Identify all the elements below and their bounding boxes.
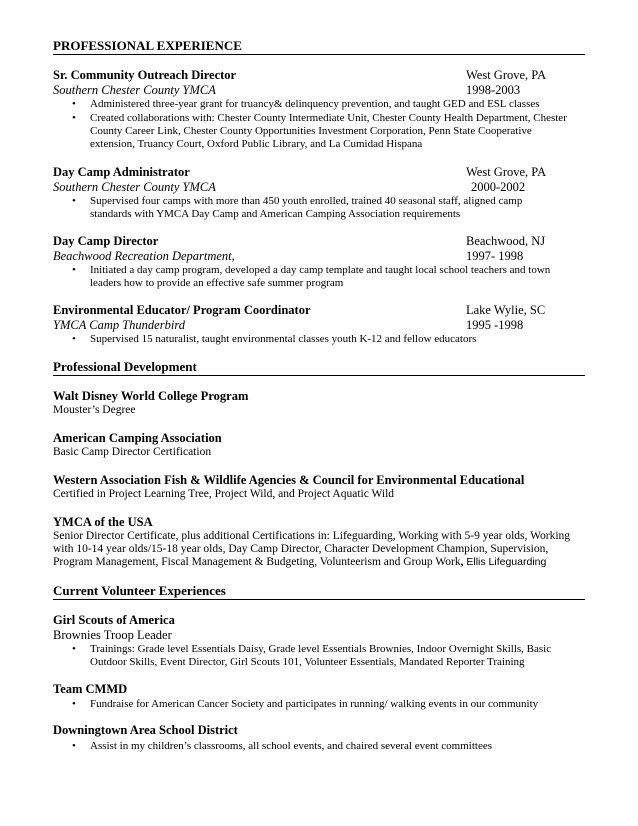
development-item-name: Walt Disney World College Program xyxy=(53,389,249,403)
job-location: West Grove, PA xyxy=(466,68,547,82)
bullet-icon: • xyxy=(72,698,76,710)
job-title: Day Camp Director xyxy=(53,234,159,248)
job-organization: YMCA Camp Thunderbird xyxy=(53,318,185,332)
job-title-row xyxy=(53,68,553,83)
development-item-detail: Mouster’s Degree xyxy=(53,404,136,416)
job-organization: Southern Chester County YMCA xyxy=(53,180,216,194)
list-item-text: Trainings: Grade level Essentials Daisy, Grade level Essentials Brownies, Indoor Overnight Skills, Basic Outdoor Skills, Event Director, Girl Scouts 101, Volunteer Essentials, Mandated Reporter Training xyxy=(90,643,552,668)
job-title-row xyxy=(53,165,553,180)
job-dates: 1995 -1998 xyxy=(466,318,524,332)
job-org-row xyxy=(53,180,553,195)
development-item-detail: Certified in Project Learning Tree, Project Wild, and Project Aquatic Wild xyxy=(53,488,395,500)
job-org-row xyxy=(53,318,553,333)
job-dates: 1997- 1998 xyxy=(466,249,524,263)
volunteer-org-name: Team CMMD xyxy=(53,682,128,696)
bullet-icon: • xyxy=(72,98,76,110)
list-item-text: Supervised four camps with more than 450 youth enrolled, trained 40 seasonal staff, aligned camp standards with YMCA Day Camp and American Camping Association requirements xyxy=(90,195,523,220)
development-item-detail: Basic Camp Director Certification xyxy=(53,446,212,458)
list-item-text: Administered three-year grant for truancy& delinquency prevention, and taught GED and ESL classes xyxy=(90,98,540,110)
job-org-row xyxy=(53,249,553,264)
job-dates: 2000-2002 xyxy=(471,180,526,194)
list-item-text: Supervised 15 naturalist, taught environmental classes youth K-12 and fellow educators xyxy=(90,333,477,345)
job-organization: Beachwood Recreation Department, xyxy=(53,249,235,263)
volunteer-role: Brownies Troop Leader xyxy=(53,628,172,642)
list-item-text: Initiated a day camp program, developed a day camp template and taught local school teachers and town leaders how to provide an effective safe summer program xyxy=(90,264,551,289)
bullet-icon: • xyxy=(72,643,76,655)
job-organization: Southern Chester County YMCA xyxy=(53,83,216,97)
job-title: Sr. Community Outreach Director xyxy=(53,68,237,82)
job-title: Environmental Educator/ Program Coordinator xyxy=(53,303,311,317)
development-item-name: YMCA of the USA xyxy=(53,515,153,529)
job-org-row xyxy=(53,83,553,98)
job-location: Lake Wylie, SC xyxy=(466,303,546,317)
bullet-icon: • xyxy=(72,112,76,124)
volunteer-org-name: Downingtown Area School District xyxy=(53,723,238,737)
bullet-icon: • xyxy=(72,195,76,207)
job-dates: 1998-2003 xyxy=(466,83,521,97)
volunteer-org-name: Girl Scouts of America xyxy=(53,613,175,627)
section-heading-professional-experience: PROFESSIONAL EXPERIENCE xyxy=(53,38,585,55)
job-title: Day Camp Administrator xyxy=(53,165,190,179)
bullet-icon: • xyxy=(72,740,76,752)
section-heading-volunteer: Current Volunteer Experiences xyxy=(53,583,585,600)
job-location: West Grove, PA xyxy=(466,165,547,179)
job-title-row xyxy=(53,234,553,249)
list-item-text: Created collaborations with: Chester County Intermediate Unit, Chester County Health Department, Chester County Career Link, Chester County Opportunities Investment Corporation, Penn State Cooperative extension, Truancy Court, Oxford Public Library, and La Cumidad Hispana xyxy=(90,112,567,150)
bullet-icon: • xyxy=(72,333,76,345)
list-item-text: Assist in my children’s classrooms, all school events, and chaired several event committees xyxy=(90,740,493,752)
list-item-text: Fundraise for American Cancer Society and participates in running/ walking events in our community xyxy=(90,698,539,710)
development-item-detail: Senior Director Certificate, plus additional Certifications in: Lifeguarding, Working with 5-9 year olds, Working with 10-14 year olds/15-18 year olds, Day Camp Director, Character Development Champion, Supervision, Program Management, Fiscal Management & Budgeting, Volunteerism and Group Work, Ellis Lifeguarding xyxy=(53,530,571,568)
job-title-row xyxy=(53,303,553,318)
section-heading-professional-development: Professional Development xyxy=(53,359,585,376)
development-item-name: Western Association Fish & Wildlife Agencies & Council for Environmental Educational xyxy=(53,473,525,487)
job-location: Beachwood, NJ xyxy=(466,234,546,248)
development-item-name: American Camping Association xyxy=(53,431,222,445)
bullet-icon: • xyxy=(72,264,76,276)
